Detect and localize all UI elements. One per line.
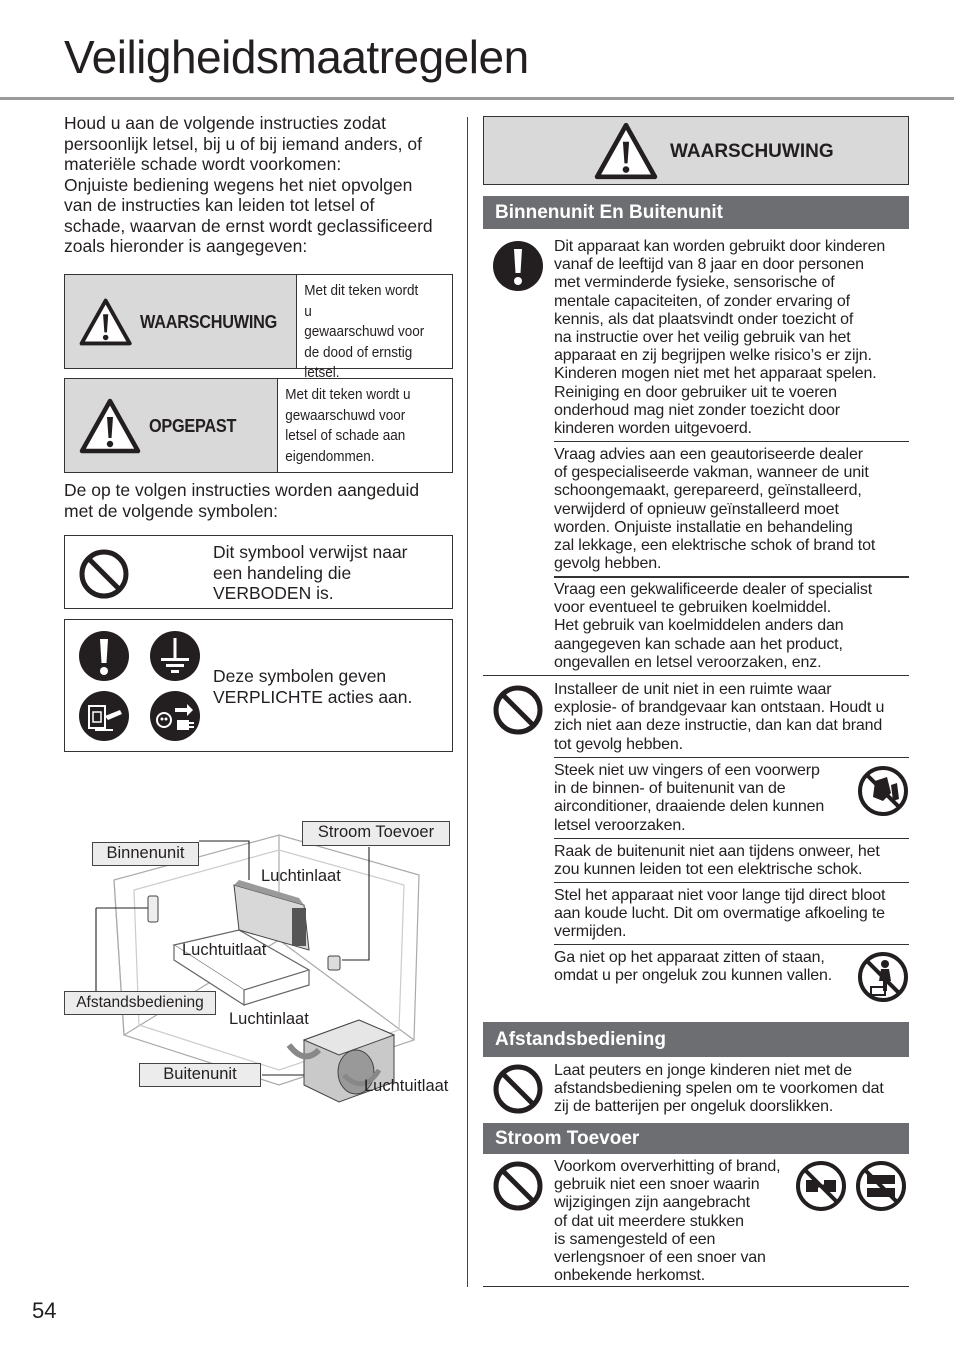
column-divider <box>467 117 468 1287</box>
paragraph-power-cord: Voorkom oververhitting of brand, gebruik niet een snoer waarin wijzigingen zijn aangebracht of dat uit meerdere stukken is samengesteld of een verlengsnoer of een snoer van onbekende herkomst. <box>554 1158 781 1285</box>
paragraph-explosion: Installeer de unit niet in een ruimte waar explosie- of brandgevaar kan ontstaan. Houdt u zich niet aan deze instructie, dan kan dat brand tot gevolg hebben. <box>554 681 885 753</box>
prohibited-icon <box>78 548 130 600</box>
legend-caution-label: OPGEPAST <box>149 414 237 436</box>
exclamation-icon <box>492 240 544 292</box>
no-fingers-icon <box>857 765 909 817</box>
divider <box>554 882 909 883</box>
paragraph-refrigerant: Vraag een gekwalificeerde dealer of specialist voor eventueel te gebruiken koelmiddel. Het gebruik van koelmiddelen anders dan aangegeven kan schade aan het product, ongevallen en letsel veroorzaken, enz. <box>554 581 873 671</box>
prohibited-symbol-box <box>64 535 453 609</box>
label-outdoor-unit: Buitenunit <box>139 1063 261 1087</box>
label-air-outlet-indoor: Luchtuitlaat <box>182 941 267 959</box>
warning-triangle-icon <box>79 294 132 350</box>
divider <box>554 441 909 442</box>
prohibited-icon <box>492 1160 544 1212</box>
label-air-inlet-top: Luchtinlaat <box>261 867 341 885</box>
label-air-outlet-outdoor: Luchtuitlaat <box>364 1077 449 1095</box>
divider <box>554 838 909 839</box>
divider <box>554 576 909 578</box>
caution-triangle-icon <box>79 398 141 454</box>
disconnect-plug-icon <box>149 690 201 742</box>
prohibited-text: Dit symbool verwijst naar een handeling die VERBODEN is. <box>213 542 408 603</box>
page-title: Veiligheidsmaatregelen <box>64 31 529 83</box>
unplug-icon <box>78 690 130 742</box>
no-modified-cord-icon <box>795 1160 847 1212</box>
warning-triangle-icon <box>594 122 658 180</box>
intro-paragraph: Houd u aan de volgende instructies zodat persoonlijk letsel, bij u of bij iemand anders, of materiële schade wordt voorkomen: Onjuiste bediening wegens het niet opvolgen van de instructies kan leiden tot letsel of schade, waarvan de ernst wordt geclassificeerd zoals hieronder is aangegeven: <box>64 113 433 256</box>
paragraph-cold-air: Stel het apparaat niet voor lange tijd direct bloot aan koude lucht. Dit om overmatige afkoeling te vermijden. <box>554 887 886 941</box>
paragraph-fingers: Steek niet uw vingers of een voorwerp in de binnen- of buitenunit van de airconditioner, draaiende delen kunnen letsel veroorzaken. <box>554 762 825 834</box>
legend-caution-text: Met dit teken wordt u gewaarschuwd voor letsel of schade aan eigendommen. <box>285 386 411 465</box>
mandatory-symbols-box <box>64 619 453 752</box>
section-header-remote: Afstandsbediening <box>483 1022 909 1057</box>
label-indoor-unit: Binnenunit <box>92 842 199 866</box>
paragraph-thunderstorm: Raak de buitenunit niet aan tijdens onweer, het zou kunnen leiden tot een elektrische schok. <box>554 843 880 879</box>
label-air-inlet-bottom: Luchtinlaat <box>229 1010 309 1028</box>
divider <box>554 944 909 945</box>
title-rule <box>0 97 954 100</box>
warning-banner-label: WAARSCHUWING <box>670 141 834 162</box>
label-power-supply: Stroom Toevoer <box>302 821 450 846</box>
divider <box>483 675 909 676</box>
prohibited-icon <box>492 1063 544 1115</box>
section-header-units: Binnenunit En Buitenunit <box>483 196 909 229</box>
prohibited-icon <box>492 684 544 736</box>
symbols-intro: De op te volgen instructies worden aangeduid met de volgende symbolen: <box>64 480 420 521</box>
no-extension-cord-icon <box>855 1160 907 1212</box>
paragraph-no-sitting: Ga niet op het apparaat zitten of staan, omdat u per ongeluk zou kunnen vallen. <box>554 949 833 985</box>
legend-warning-box <box>64 274 453 381</box>
legend-warning-label: WAARSCHUWING <box>140 310 278 332</box>
legend-warning-text: Met dit teken wordt u gewaarschuwd voor de dood of ernstig letsel. <box>304 282 425 381</box>
exclamation-icon <box>78 630 130 682</box>
legend-caution-box <box>64 378 453 473</box>
no-standing-icon <box>857 951 909 1003</box>
label-remote: Afstandsbediening <box>64 991 216 1015</box>
section-header-power: Stroom Toevoer <box>483 1123 909 1154</box>
divider <box>483 1286 909 1287</box>
warning-banner <box>483 116 909 185</box>
paragraph-dealer-advice: Vraag advies aan een geautoriseerde dealer of gespecialiseerde vakman, wanneer de unit schoongemaakt, gerepareerd, geïnstalleerd, verwijderd of opnieuw geïnstalleerd moet worden. Onjuiste installatie en behandeling zal lekkage, een elektrische schok of brand tot gevolg hebben. <box>554 446 876 573</box>
page-number: 54 <box>32 1298 57 1323</box>
mandatory-text: Deze symbolen geven VERPLICHTE acties aan. <box>213 666 413 707</box>
paragraph-children-use: Dit apparaat kan worden gebruikt door kinderen vanaf de leeftijd van 8 jaar en door personen met verminderde fysieke, sensorische of mentale capaciteiten, of zonder ervaring of kennis, als dat plaatsvindt onder toezicht of na instructie over het veilig gebruik van het apparaat en zij begrijpen welke risico’s er zijn. Kinderen mogen niet met het apparaat spelen. Reiniging en door gebruiker uit te voeren onderhoud mag niet zonder toezicht door kinderen worden uitgevoerd. <box>554 238 886 438</box>
ground-icon <box>149 630 201 682</box>
paragraph-batteries: Laat peuters en jonge kinderen niet met de afstandsbediening spelen om te voorkomen dat zij de batterijen per ongeluk doorslikken. <box>554 1062 884 1116</box>
divider <box>554 757 909 758</box>
